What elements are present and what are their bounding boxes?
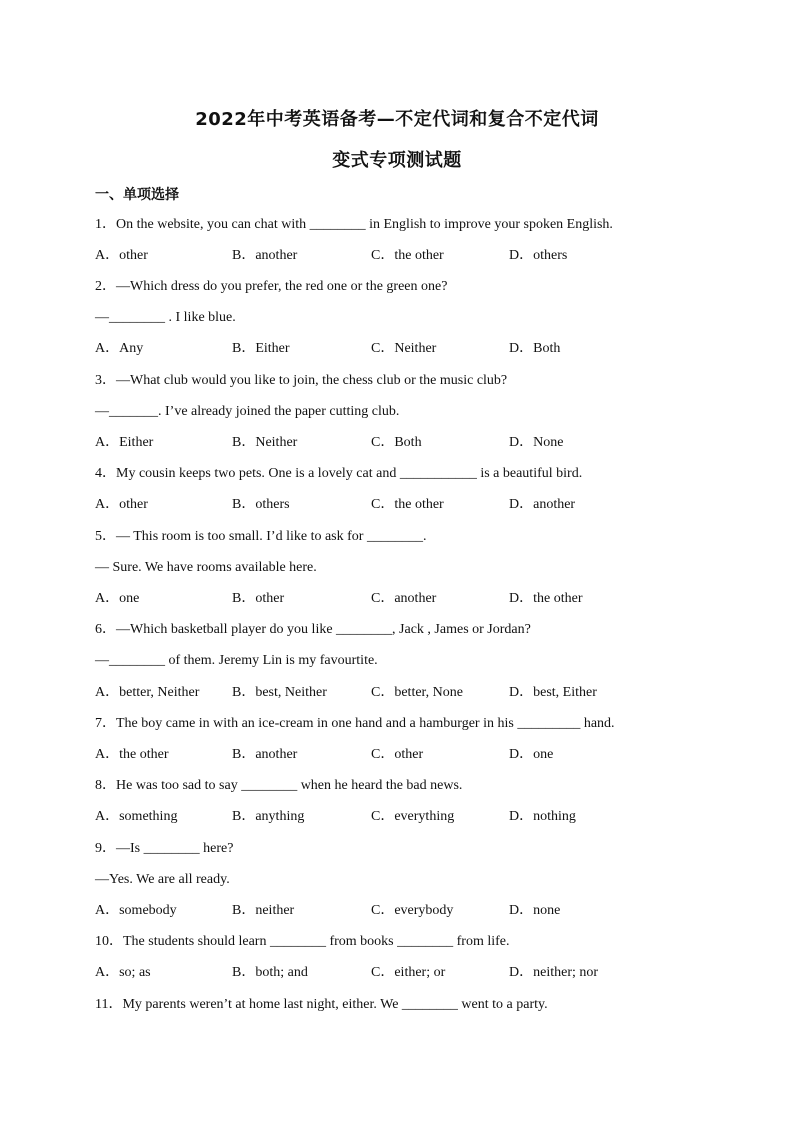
- question-8-option-d: D．nothing: [509, 809, 576, 824]
- question-8-option-b: B．anything: [232, 809, 305, 824]
- question-2-option-b: B．Either: [232, 341, 290, 356]
- question-3-option-c: C．Both: [371, 435, 422, 450]
- question-2-answer-line: —________ . I like blue.: [95, 310, 236, 325]
- question-4-stem: 4．My cousin keeps two pets. One is a lovely cat and ___________ is a beautiful bird.: [95, 466, 583, 481]
- question-3-option-a: A．Either: [95, 435, 154, 450]
- question-10-option-d: D．neither; nor: [509, 965, 599, 980]
- question-9-option-d: D．none: [509, 903, 561, 918]
- title-line-2: 变式专项测试题: [332, 150, 462, 171]
- question-2-option-a: A．Any: [95, 341, 144, 356]
- section-heading: 一、单项选择: [95, 187, 179, 203]
- question-6-option-d: D．best, Either: [509, 685, 597, 700]
- title-line-1: 2022年中考英语备考—不定代词和复合不定代词: [195, 109, 599, 130]
- question-6-option-b: B．best, Neither: [232, 685, 327, 700]
- question-5-answer-line: — Sure. We have rooms available here.: [95, 560, 317, 575]
- question-6-answer-line: —________ of them. Jeremy Lin is my favourtite.: [95, 653, 378, 668]
- question-8-option-c: C．everything: [371, 809, 455, 824]
- question-6-option-c: C．better, None: [371, 685, 463, 700]
- question-4-option-d: D．another: [509, 497, 576, 512]
- question-4-option-c: C．the other: [371, 497, 444, 512]
- question-5-option-b: B．other: [232, 591, 285, 606]
- question-9-answer-line: —Yes. We are all ready.: [95, 872, 230, 887]
- question-11-stem: 11．My parents weren’t at home last night, either. We ________ went to a party.: [95, 997, 548, 1012]
- question-10-option-a: A．so; as: [95, 965, 151, 980]
- question-1-option-b: B．another: [232, 248, 298, 263]
- question-7-option-a: A．the other: [95, 747, 169, 762]
- question-8-option-a: A．something: [95, 809, 178, 824]
- question-4-option-a: A．other: [95, 497, 148, 512]
- question-10-option-c: C．either; or: [371, 965, 446, 980]
- question-2-stem: 2．—Which dress do you prefer, the red one or the green one?: [95, 279, 448, 294]
- question-4-option-b: B．others: [232, 497, 290, 512]
- question-9-option-c: C．everybody: [371, 903, 454, 918]
- question-7-stem: 7．The boy came in with an ice-cream in one hand and a hamburger in his _________ hand.: [95, 716, 615, 731]
- question-2-option-d: D．Both: [509, 341, 561, 356]
- question-3-answer-line: —_______. I’ve already joined the paper cutting club.: [95, 404, 400, 419]
- question-6-option-a: A．better, Neither: [95, 685, 200, 700]
- question-5-option-c: C．another: [371, 591, 437, 606]
- question-3-option-d: D．None: [509, 435, 564, 450]
- question-1-option-d: D．others: [509, 248, 568, 263]
- question-6-stem: 6．—Which basketball player do you like ________, Jack , James or Jordan?: [95, 622, 531, 637]
- question-1-option-c: C．the other: [371, 248, 444, 263]
- question-1-option-a: A．other: [95, 248, 148, 263]
- question-5-option-d: D．the other: [509, 591, 583, 606]
- question-8-stem: 8．He was too sad to say ________ when he heard the bad news.: [95, 778, 463, 793]
- question-3-stem: 3．—What club would you like to join, the chess club or the music club?: [95, 373, 508, 388]
- question-9-stem: 9．—Is ________ here?: [95, 841, 234, 856]
- question-5-option-a: A．one: [95, 591, 140, 606]
- question-9-option-a: A．somebody: [95, 903, 177, 918]
- question-10-option-b: B．both; and: [232, 965, 308, 980]
- question-9-option-b: B．neither: [232, 903, 295, 918]
- question-5-stem: 5．— This room is too small. I’d like to ask for ________.: [95, 529, 427, 544]
- question-10-stem: 10．The students should learn ________ from books ________ from life.: [95, 934, 510, 949]
- question-2-option-c: C．Neither: [371, 341, 437, 356]
- question-3-option-b: B．Neither: [232, 435, 298, 450]
- question-7-option-c: C．other: [371, 747, 424, 762]
- question-7-option-d: D．one: [509, 747, 554, 762]
- question-1-stem: 1．On the website, you can chat with ________ in English to improve your spoken English.: [95, 217, 613, 232]
- question-7-option-b: B．another: [232, 747, 298, 762]
